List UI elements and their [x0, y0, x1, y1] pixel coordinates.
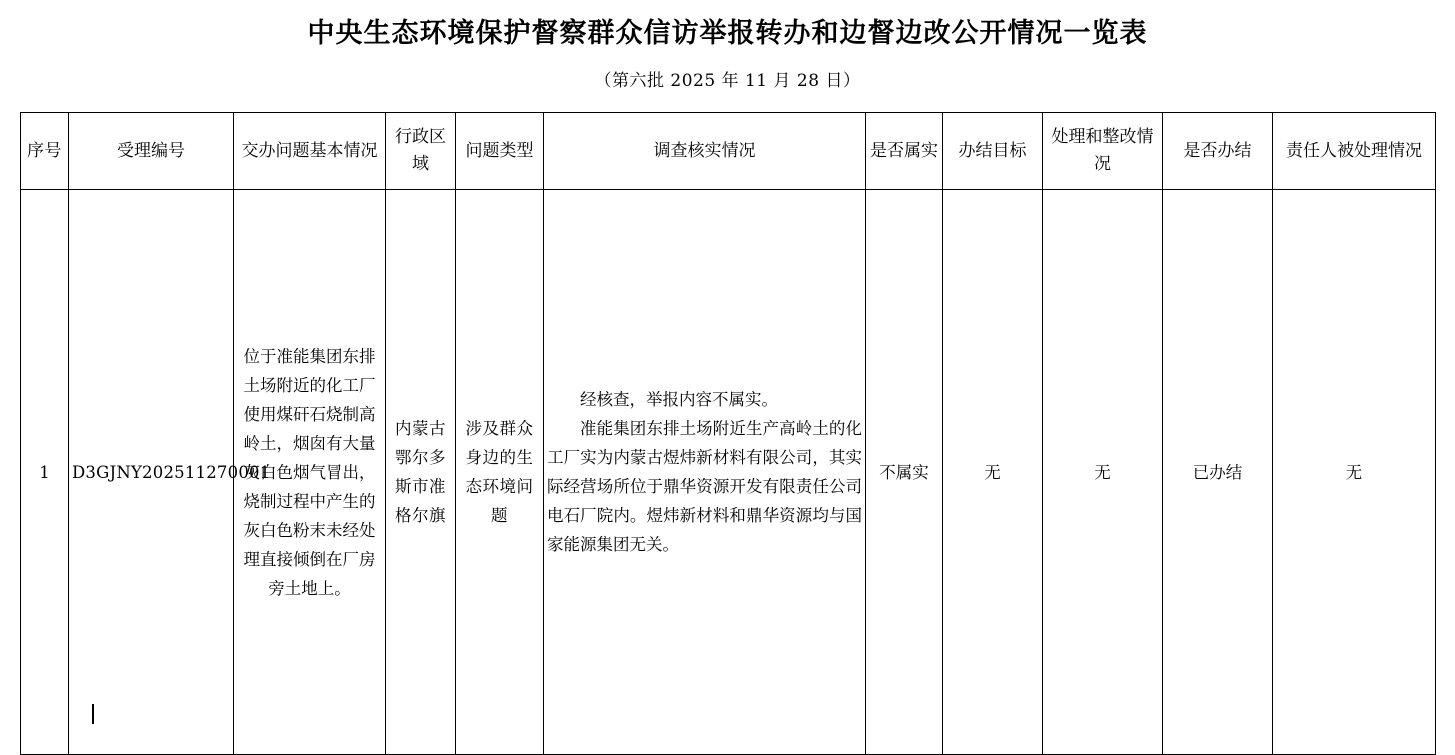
text-cursor [92, 704, 94, 724]
column-header-problem-summary-text: 交办问题基本情况 [241, 140, 378, 161]
column-header-problem-type-text: 问题类型 [465, 140, 534, 161]
document-page [0, 14, 1455, 728]
column-header-problem-type [456, 113, 544, 190]
investigation-paragraph-1: 经核查，举报内容不属实。 [580, 390, 778, 409]
cell-completion-target: 无 [943, 190, 1043, 755]
public-disclosure-table [20, 112, 1436, 755]
cell-index: 1 [21, 190, 69, 755]
column-header-region-text: 行政区域 [395, 127, 446, 174]
column-header-handling-text: 处理和整改情况 [1051, 127, 1154, 174]
table-body [21, 190, 1436, 755]
column-header-completion-target [943, 113, 1043, 190]
investigation-paragraph-2: 准能集团东排土场附近生产高岭土的化工厂实为内蒙古煜炜新材料有限公司，其实际经营场所位于鼎华资源开发有限责任公司电石厂院内。煜炜新材料和鼎华资源均与国家能源集团无关。 [547, 419, 862, 554]
cell-region: 内蒙古鄂尔多斯市准格尔旗 [386, 190, 456, 755]
column-header-problem-summary [234, 113, 386, 190]
column-header-handling [1043, 113, 1163, 190]
page-subtitle: （第六批 2025 年 11 月 28 日） [594, 71, 861, 91]
table-header [21, 113, 1436, 190]
table-container [20, 112, 1435, 755]
column-header-completion-target-text: 办结目标 [958, 140, 1027, 161]
column-header-case-number-text: 受理编号 [117, 140, 185, 161]
table-row [21, 190, 1436, 755]
cell-case-number: D3GJNY202511270001 [69, 190, 234, 755]
column-header-is-true-text: 是否属实 [870, 140, 938, 161]
page-title: 中央生态环境保护督察群众信访举报转办和边督边改公开情况一览表 [307, 18, 1148, 49]
cell-problem-type: 涉及群众身边的生态环境问题 [456, 190, 544, 755]
header-row [21, 113, 1436, 190]
cell-handling: 无 [1043, 190, 1163, 755]
column-header-investigation-text: 调查核实情况 [653, 140, 756, 161]
column-header-responsible-person [1273, 113, 1436, 190]
cell-problem-summary: 位于准能集团东排土场附近的化工厂使用煤矸石烧制高岭土，烟囱有大量灰白色烟气冒出，烧制过程中产生的灰白色粉末未经处理直接倾倒在厂房旁土地上。 [234, 190, 386, 755]
column-header-is-completed-text: 是否办结 [1183, 140, 1252, 161]
column-header-case-number [69, 113, 234, 190]
cell-is-completed: 已办结 [1163, 190, 1273, 755]
cell-responsible-person: 无 [1273, 190, 1436, 755]
column-header-region [386, 113, 456, 190]
column-header-responsible-person-text: 责任人被处理情况 [1286, 140, 1422, 161]
column-header-investigation [544, 113, 866, 190]
column-header-is-completed [1163, 113, 1273, 190]
column-header-index-text: 序号 [27, 140, 62, 161]
cell-investigation [544, 190, 866, 755]
column-header-index [21, 113, 69, 190]
column-header-is-true [866, 113, 943, 190]
cell-is-true: 不属实 [866, 190, 943, 755]
